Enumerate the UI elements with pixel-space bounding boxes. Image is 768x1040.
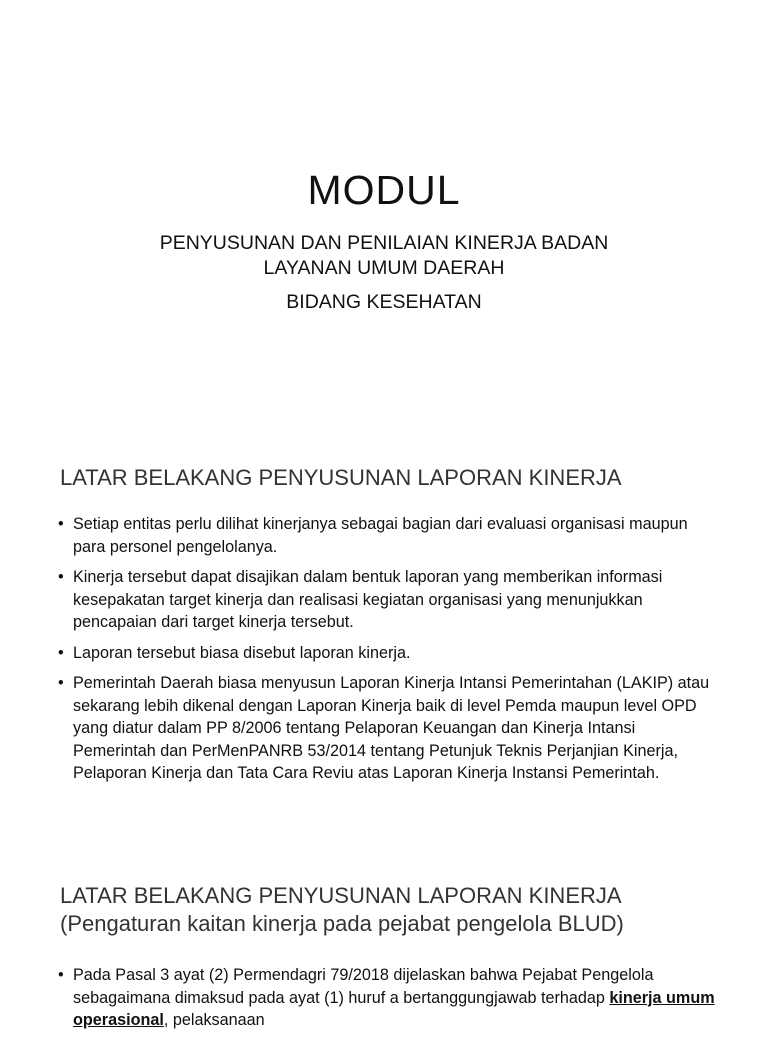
background-slide [0, 420, 768, 850]
title-slide [0, 0, 768, 420]
subtitle-line-3: BIDANG KESEHATAN [286, 291, 482, 313]
list-item [58, 964, 718, 1032]
bullet-text: Kinerja tersebut dapat disajikan dalam bentuk laporan yang memberikan informasi kesepakatan target kinerja dan realisasi kegiatan organisasi yang menunjukkan pencapaian dari target kinerja tersebut. [73, 568, 663, 631]
subtitle-line-1: PENYUSUNAN DAN PENILAIAN KINERJA BADAN [159, 232, 609, 254]
bullet-marker: • [58, 515, 64, 533]
bullet-list [58, 513, 718, 793]
bullet-text: Setiap entitas perlu dilihat kinerjanya sebagai bagian dari evaluasi organisasi maupun para personel pengelolanya. [73, 515, 688, 556]
bullet-text: Laporan tersebut biasa disebut laporan kinerja. [73, 643, 411, 662]
heading-line-1: LATAR BELAKANG PENYUSUNAN LAPORAN KINERJA [60, 883, 622, 908]
bullet-marker: • [58, 643, 64, 662]
regulation-slide [0, 860, 768, 1029]
heading-line-2: (Pengaturan kaitan kinerja pada pejabat pengelola BLUD) [60, 911, 624, 936]
subtitle-block [0, 231, 768, 315]
list-item [58, 672, 718, 785]
section-heading [60, 882, 740, 938]
section-heading: LATAR BELAKANG PENYUSUNAN LAPORAN KINERJA [60, 465, 622, 490]
bullet-marker: • [58, 674, 64, 692]
bullet-list [58, 964, 718, 1040]
bullet-text: Pemerintah Daerah biasa menyusun Laporan Kinerja Intansi Pemerintahan (LAKIP) atau sekarang lebih dikenal dengan Laporan Kinerja baik di level Pemda maupun level OPD yang diatur dalam PP 8/2006 tentang Pelaporan Keuangan dan Kinerja Intansi Pemerintah dan PerMenPANRB 53/2014 tentang Petunjuk Teknis Perjanjian Kinerja, Pelaporan Kinerja dan Tata Cara Reviu atas Laporan Kinerja Instansi Pemerintah. [73, 674, 710, 782]
bullet-text-part-1: Pada Pasal 3 ayat (2) Permendagri 79/2018 dijelaskan bahwa Pejabat Pengelola sebagaimana dimaksud pada ayat (1) huruf a bertanggungjawab terhadap [73, 966, 654, 1007]
bullet-marker: • [58, 568, 64, 586]
bullet-text [73, 966, 715, 1029]
subtitle-gap [0, 281, 768, 290]
bullet-text-part-2: , pelaksanaan [163, 1011, 265, 1029]
list-item [58, 513, 718, 558]
list-item [58, 642, 718, 665]
main-title: MODUL [307, 167, 461, 213]
list-item [58, 566, 718, 634]
subtitle-line-2: LAYANAN UMUM DAERAH [263, 257, 505, 279]
bullet-text-emphasis: kinerja umum operasional [73, 988, 715, 1029]
bullet-marker: • [58, 966, 64, 984]
